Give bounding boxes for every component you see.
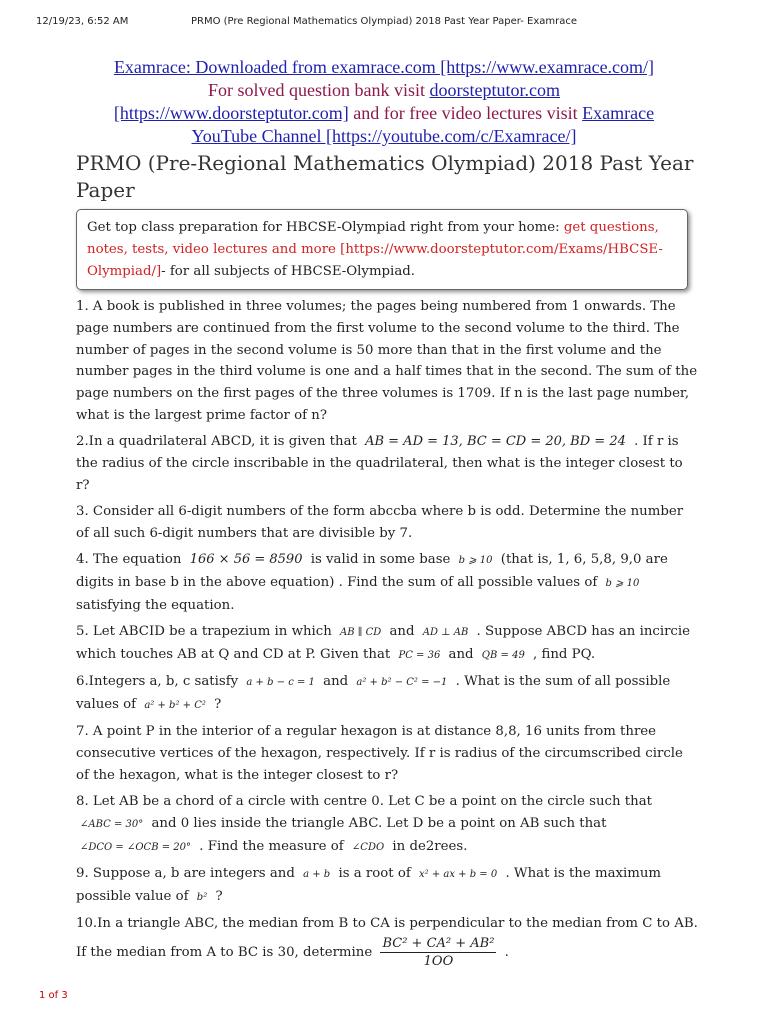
banner-text-2: and for free video lectures visit [348, 103, 583, 123]
question-1: 1. A book is published in three volumes; the pages being numbered from 1 onwards. The page numbers are continued from the first volume to the second volume to the third. The number of pages in the second volume is 50 more than that in the first volume and the number pages in the third volume is one and a half times that in the second. The sum of the page numbers on the first pages of the three volumes is 1709. If n is the last page number, what is the largest prime factor of n? [76, 299, 698, 423]
question-8 [76, 791, 698, 858]
question-text: ? [215, 888, 223, 904]
question-text: in de2rees. [392, 838, 468, 854]
print-header-title: PRMO (Pre Regional Mathematics Olympiad) 2018 Past Year Paper- Examrace [190, 16, 578, 27]
page-number: 1 of 3 [39, 990, 68, 1001]
fraction [380, 935, 496, 970]
question-3: 3. Consider all 6-digit numbers of the form abccba where b is odd. Determine the number of all such 6-digit numbers that are divisible by 7. [76, 504, 684, 541]
question-text: is valid in some base [310, 552, 451, 568]
promo-callout [76, 209, 688, 290]
question-text: and [448, 646, 474, 662]
callout-text-end: - for all subjects of HBCSE-Olympiad. [161, 264, 415, 279]
math-expression: ∠ABC = 30° [80, 819, 144, 831]
question-5 [76, 621, 698, 667]
question-text: 9. Suppose a, b are integers and [76, 866, 295, 882]
question-text: and 0 lies inside the triangle ABC. Let D be a point on AB such that [151, 816, 607, 832]
question-text: 2.In a quadrilateral ABCD, it is given that [76, 434, 357, 450]
question-text: . What is the maximum possible value of [76, 866, 662, 904]
examrace-youtube-link-part1[interactable]: Examrace [582, 103, 655, 123]
question-text: and [389, 624, 415, 640]
page-title: PRMO (Pre-Regional Mathematics Olympiad) 2018 Past Year Paper [76, 151, 694, 202]
callout-link[interactable]: get questions, notes, tests, video lectures and more [https://www.doorsteptutor.com/Exams/HBCSE-Olympiad/] [87, 220, 663, 279]
doorsteptutor-url-link[interactable]: [https://www.doorsteptutor.com] [113, 103, 349, 123]
question-7: 7. A point P in the interior of a regular hexagon is at distance 8,8, 16 units from three consecutive vertices of the hexagon, respectively. If r is radius of the circumscribed circle of the hexagon, what is the integer closest to r? [76, 724, 683, 783]
question-list [76, 296, 698, 975]
fraction-denominator: 1OO [423, 954, 454, 970]
math-expression: PC = 36 [398, 649, 441, 661]
question-text: . What is the sum of all possible values of [76, 674, 671, 713]
question-6 [76, 671, 698, 717]
math-expression: a + b − c = 1 [246, 677, 315, 689]
question-text: satisfying the equation. [76, 597, 235, 613]
doorsteptutor-link[interactable]: doorsteptutor.com [429, 80, 560, 100]
question-2 [76, 431, 698, 496]
question-text: . [504, 945, 509, 961]
examrace-youtube-link[interactable]: YouTube Channel [https://youtube.com/c/Examrace/] [191, 126, 577, 146]
banner-text-1: For solved question bank visit [208, 80, 430, 100]
question-text: is a root of [338, 866, 411, 882]
question-text: ? [214, 697, 222, 713]
question-10 [76, 913, 698, 970]
math-expression: QB = 49 [481, 649, 525, 661]
question-4 [76, 549, 698, 616]
math-expression: a + b [303, 869, 331, 881]
math-expression: a² + b² − C² = −1 [356, 677, 448, 689]
question-text: (that is, 1, 6, 5,8, 9,0 are digits in base b in the above equation) . Find the sum of all possible values of [76, 552, 668, 591]
question-text: 8. Let AB be a chord of a circle with centre 0. Let C be a point on the circle such that [76, 794, 652, 810]
print-header [0, 16, 768, 32]
math-expression: ∠CDO [351, 841, 385, 853]
math-expression: b² [196, 891, 208, 903]
question-text: 10.In a triangle ABC, the median from B to CA is perpendicular to the median from C to AB. If the median from A to BC is 30, determine [76, 916, 698, 961]
question-text: . If r is the radius of the circle inscribable in the quadrilateral, then what is the integer closest to r? [76, 434, 683, 493]
question-text: 6.Integers a, b, c satisfy [76, 674, 239, 690]
math-expression: x² + ax + b = 0 [419, 869, 498, 881]
math-expression: a² + b² + C² [144, 700, 206, 712]
math-expression: AD ⊥ AB [422, 627, 469, 639]
math-expression: AB ∥ CD [340, 627, 382, 639]
question-text: . Find the measure of [199, 838, 344, 854]
question-text: . Suppose ABCD has an incircie which touches AB at Q and CD at P. Given that [76, 624, 691, 662]
question-9 [76, 863, 698, 909]
callout-text: Get top class preparation for HBCSE-Olympiad right from your home: [87, 220, 564, 235]
print-header-datetime: 12/19/23, 6:52 AM [36, 16, 129, 27]
math-expression: b ⩾ 10 [605, 578, 640, 590]
question-text: 4. The equation [76, 552, 182, 568]
math-expression: 166 × 56 = 8590 [189, 552, 303, 568]
examrace-link[interactable]: Examrace: Downloaded from examrace.com [https://www.examrace.com/] [113, 57, 655, 77]
question-text: 5. Let ABCID be a trapezium in which [76, 624, 332, 640]
fraction-numerator: BC² + CA² + AB² [382, 936, 495, 952]
source-banner [60, 56, 708, 148]
question-text: and [323, 674, 349, 690]
math-expression: AB = AD = 13, BC = CD = 20, BD = 24 [365, 434, 626, 450]
math-expression: b ⩾ 10 [458, 555, 493, 567]
question-text: , find PQ. [533, 646, 596, 662]
math-expression: ∠DCO = ∠OCB = 20° [80, 841, 192, 853]
